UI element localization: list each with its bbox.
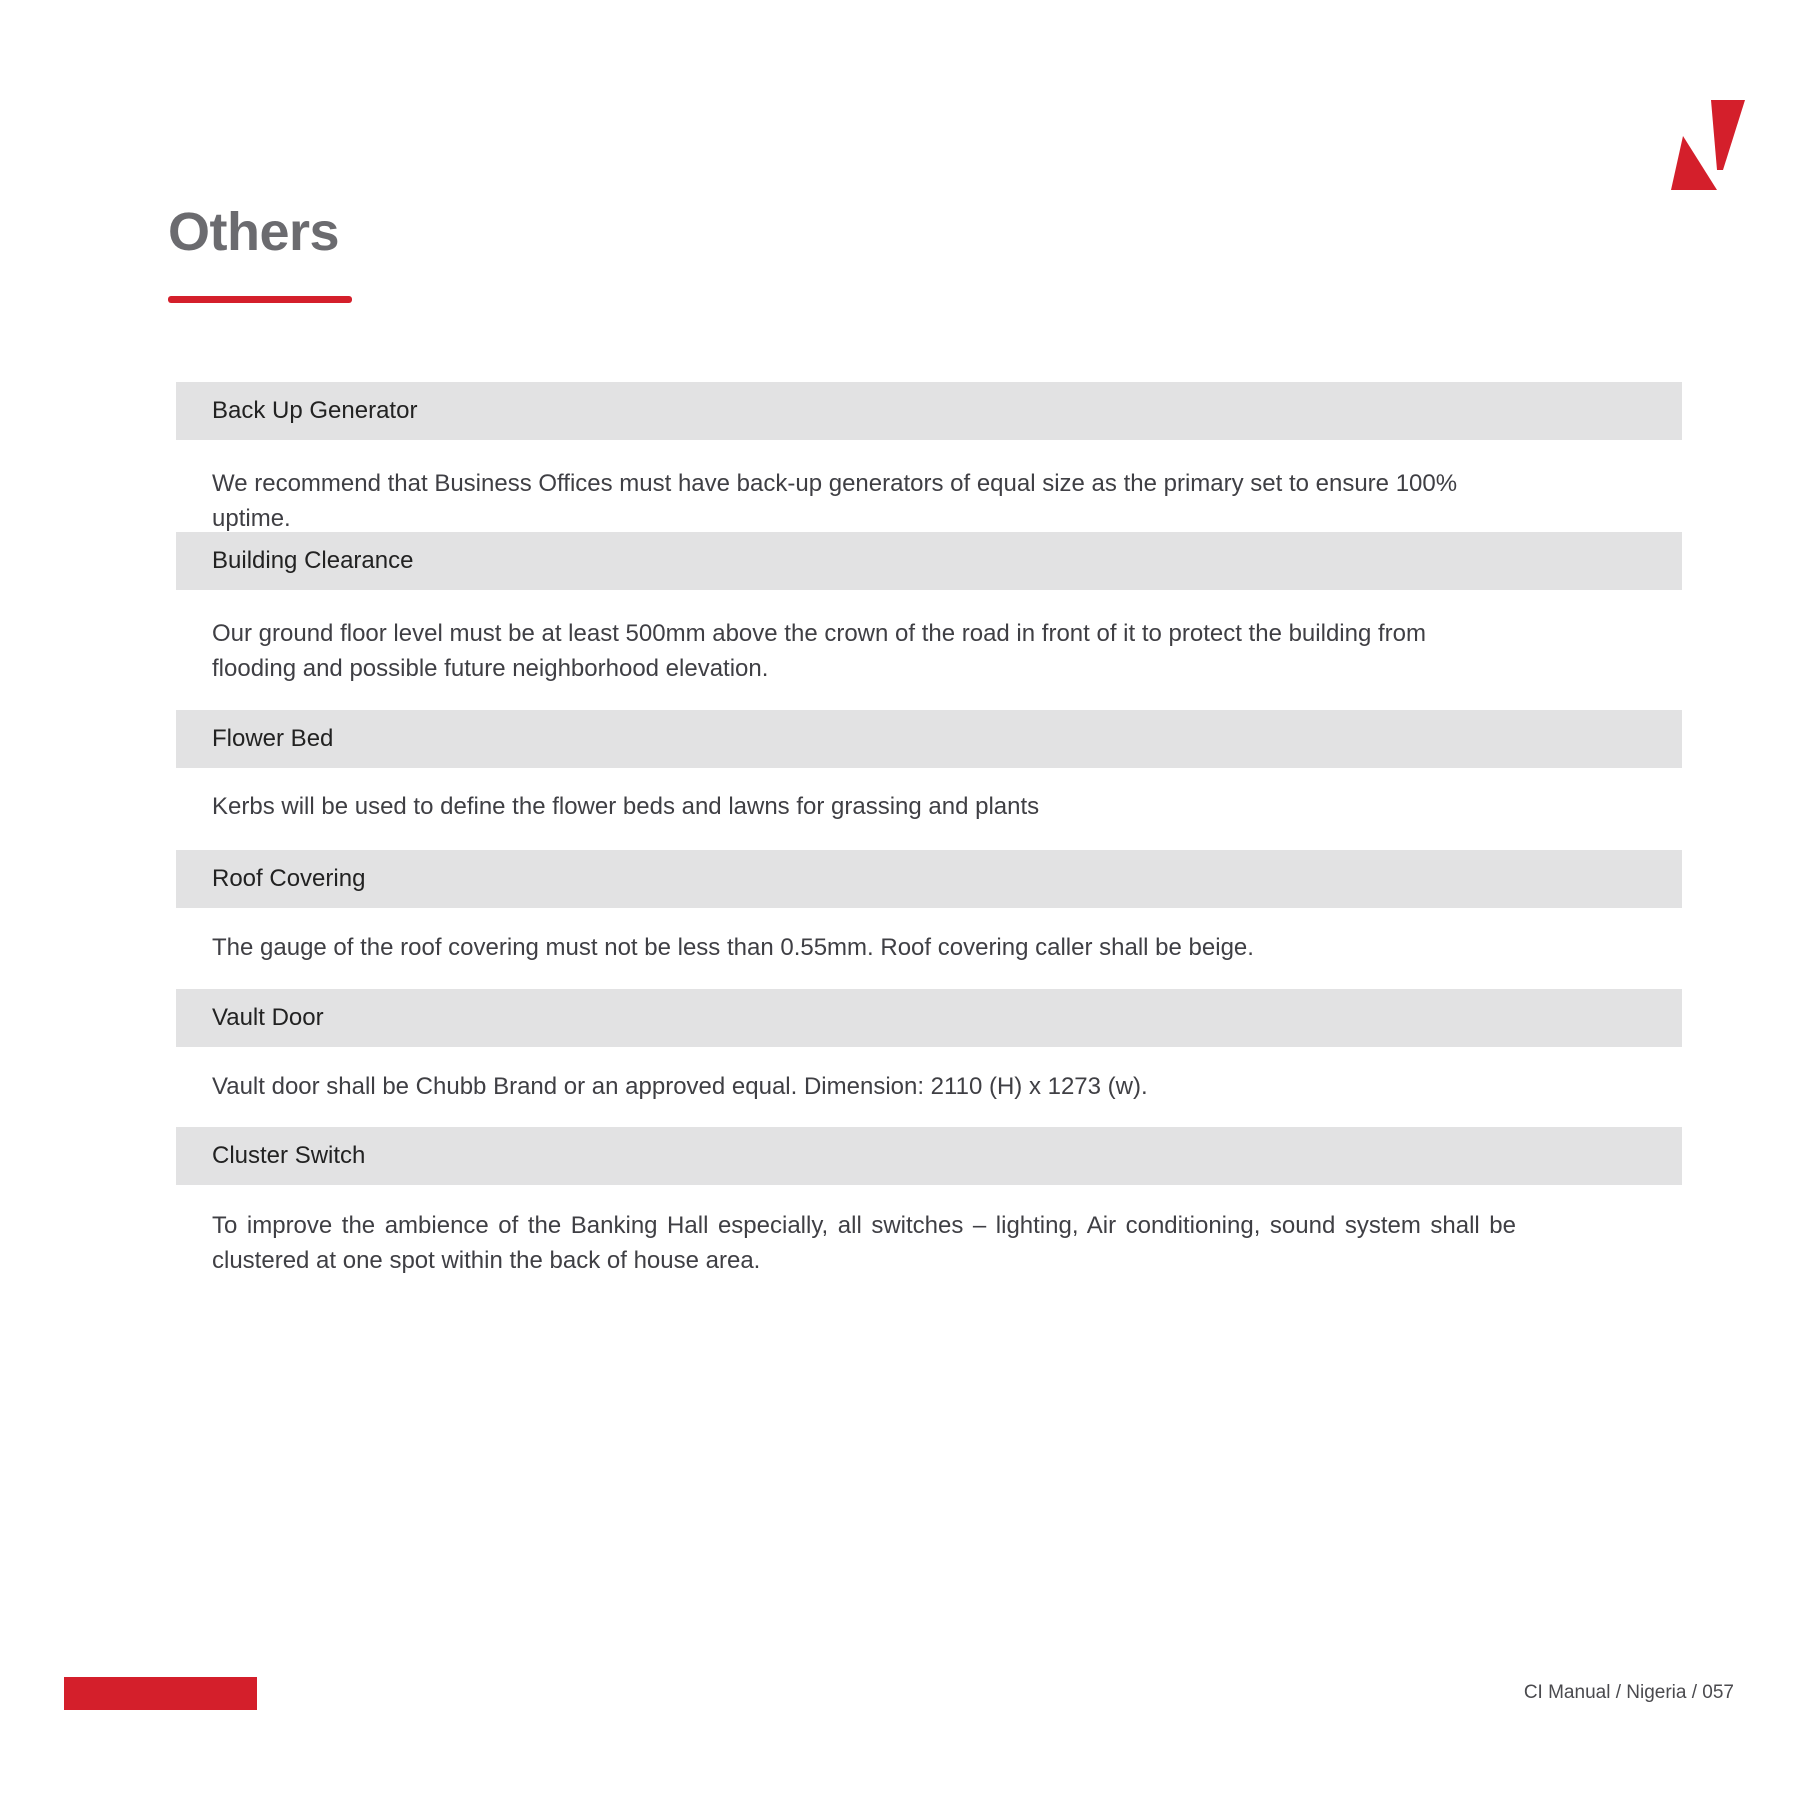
section-body: Our ground floor level must be at least 500mm above the crown of the road in front of it to protect the building from flooding and possible future neighborhood elevation. — [212, 620, 1426, 682]
section-heading: Back Up Generator — [212, 397, 418, 424]
footer-page-label: CI Manual / Nigeria / 057 — [1523, 1682, 1734, 1703]
footer-accent-bar — [64, 1677, 257, 1710]
section-header-roof-covering — [176, 850, 1682, 908]
section-heading: Building Clearance — [212, 547, 414, 574]
page-title: Others — [168, 202, 340, 262]
section-body: The gauge of the roof covering must not be less than 0.55mm. Roof covering caller shall be beige. — [212, 934, 1254, 961]
section-header-flower-bed — [176, 710, 1682, 768]
section-heading: Vault Door — [212, 1004, 324, 1031]
section-body: Kerbs will be used to define the flower beds and lawns for grassing and plants — [212, 793, 1040, 820]
section-heading: Cluster Switch — [212, 1142, 366, 1169]
brand-logo-icon — [1667, 100, 1745, 190]
section-body: To improve the ambience of the Banking Hall especially, all switches – lighting, Air conditioning, sound system shall be clustered at one spot within the back of house area. — [212, 1212, 1516, 1274]
section-header-cluster-switch — [176, 1127, 1682, 1185]
section-header-vault-door — [176, 989, 1682, 1047]
section-body: Vault door shall be Chubb Brand or an approved equal. Dimension: 2110 (H) x 1273 (w). — [212, 1073, 1148, 1100]
section-header-building-clearance — [176, 532, 1682, 590]
section-body: We recommend that Business Offices must have back-up generators of equal size as the primary set to ensure 100% uptime. — [212, 470, 1458, 532]
section-heading: Roof Covering — [212, 865, 366, 892]
section-header-back-up-generator — [176, 382, 1682, 440]
section-heading: Flower Bed — [212, 725, 334, 752]
title-underline — [168, 296, 352, 303]
